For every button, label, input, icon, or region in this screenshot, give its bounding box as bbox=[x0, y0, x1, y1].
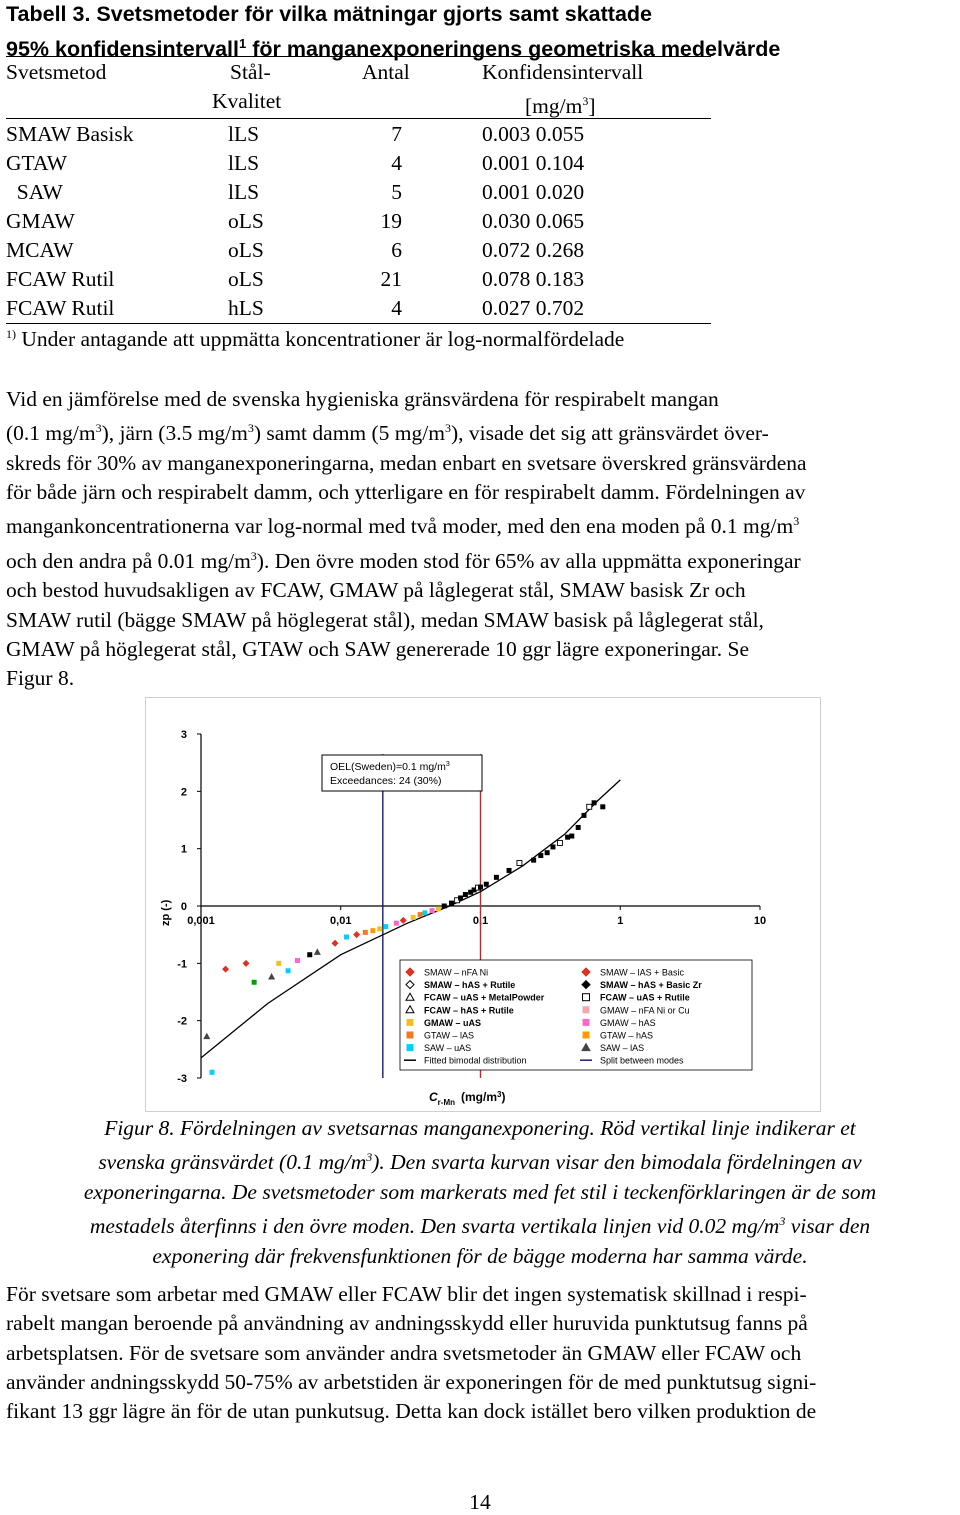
data-point bbox=[538, 853, 543, 858]
header-steel-1: Stål- bbox=[230, 60, 271, 84]
data-point bbox=[442, 904, 447, 909]
header-method: Svetsmetod bbox=[6, 60, 107, 84]
header-count: Antal bbox=[362, 60, 410, 84]
legend-square-marker bbox=[583, 994, 590, 1001]
cell-steel: hLS bbox=[228, 296, 264, 320]
legend-label: GMAW – nFA Ni or Cu bbox=[600, 1005, 690, 1016]
data-point bbox=[377, 926, 382, 931]
cell-count: 7 bbox=[391, 122, 402, 146]
legend-square-marker bbox=[583, 1019, 590, 1026]
table-bottom-rule bbox=[6, 323, 711, 324]
legend-square-marker bbox=[583, 1032, 590, 1039]
table-title-line-1: Tabell 3. Svetsmetoder för vilka mätningar gjorts samt skattade bbox=[6, 2, 653, 26]
data-point bbox=[344, 934, 349, 939]
cell-steel: lLS bbox=[228, 180, 260, 204]
oel-box-line-2: Exceedances: 24 (30%) bbox=[330, 775, 442, 787]
table-title-line-2: 95% konfidensintervall$^1$ för manganexponeringens geometriska medelvärde bbox=[6, 36, 781, 62]
y-tick-label: -1 bbox=[177, 958, 187, 971]
legend-label: Fitted bimodal distribution bbox=[424, 1055, 527, 1066]
cell-ci: 0.027 0.702 bbox=[482, 296, 585, 320]
data-point bbox=[569, 834, 574, 839]
legend-label: SAW – lAS bbox=[600, 1043, 645, 1054]
data-point bbox=[383, 924, 388, 929]
y-tick-label: -2 bbox=[177, 1015, 187, 1028]
cell-ci: 0.003 0.055 bbox=[482, 122, 585, 146]
data-point bbox=[592, 800, 597, 805]
data-point bbox=[550, 844, 555, 849]
cell-count: 6 bbox=[391, 238, 402, 262]
data-point bbox=[243, 960, 250, 967]
legend-square-marker bbox=[407, 1032, 414, 1039]
cell-method: FCAW Rutil bbox=[6, 296, 115, 320]
legend-square-marker bbox=[583, 1006, 590, 1013]
data-point bbox=[494, 875, 499, 880]
legend bbox=[400, 960, 752, 1070]
legend-label: FCAW – uAS + MetalPowder bbox=[424, 992, 545, 1003]
data-point bbox=[400, 917, 407, 924]
table-top-rule bbox=[6, 56, 711, 57]
data-point bbox=[353, 931, 360, 938]
cell-ci: 0.030 0.065 bbox=[482, 209, 585, 233]
data-point bbox=[463, 892, 468, 897]
data-point bbox=[276, 961, 281, 966]
data-point bbox=[458, 895, 463, 900]
data-point bbox=[517, 861, 522, 866]
data-point bbox=[531, 858, 536, 863]
cell-method: SMAW Basisk bbox=[6, 122, 134, 146]
oel-box-line-1: OEL(Sweden)=0.1 $mg/m^3$ bbox=[330, 761, 450, 773]
cell-count: 5 bbox=[391, 180, 402, 204]
oel-box bbox=[322, 755, 482, 791]
cell-ci: 0.001 0.020 bbox=[482, 180, 585, 204]
cell-ci: 0.072 0.268 bbox=[482, 238, 585, 262]
x-tick-label: 1 bbox=[617, 915, 624, 927]
legend-label: GTAW – lAS bbox=[424, 1030, 475, 1041]
cell-count: 4 bbox=[391, 151, 402, 175]
data-point bbox=[557, 840, 562, 845]
data-point bbox=[449, 901, 454, 906]
data-point bbox=[307, 952, 312, 957]
data-point bbox=[210, 1070, 215, 1075]
cell-count: 19 bbox=[380, 209, 402, 233]
data-point bbox=[222, 966, 229, 973]
data-point bbox=[332, 940, 339, 947]
y-tick-label: -3 bbox=[177, 1073, 187, 1085]
cell-steel: lLS bbox=[228, 122, 260, 146]
chart-svg bbox=[146, 698, 820, 1111]
legend-label: GMAW – uAS bbox=[424, 1017, 482, 1028]
data-point bbox=[576, 825, 581, 830]
cell-steel: lLS bbox=[228, 151, 260, 175]
table-footnote: $^{1)}$ Under antagande att uppmätta koncentrationer är log-normalfördelade bbox=[6, 327, 625, 352]
data-point bbox=[370, 928, 375, 933]
x-tick-label: 0,01 bbox=[330, 915, 352, 927]
legend-square-marker bbox=[407, 1044, 414, 1051]
cell-method: MCAW bbox=[6, 238, 74, 262]
legend-label: GTAW – hAS bbox=[600, 1030, 654, 1041]
legend-square-marker bbox=[407, 1019, 414, 1026]
legend-label: GMAW – hAS bbox=[600, 1017, 656, 1028]
data-point bbox=[203, 1033, 210, 1040]
table-header-rule bbox=[6, 118, 711, 119]
legend-label: FCAW – hAS + Rutile bbox=[424, 1005, 514, 1016]
legend-label: SMAW – nFA Ni bbox=[424, 967, 489, 978]
legend-label: Split between modes bbox=[600, 1055, 684, 1066]
data-point bbox=[422, 910, 427, 915]
header-ci-1: Konfidensintervall bbox=[482, 60, 644, 84]
cell-steel: oLS bbox=[228, 267, 264, 291]
data-point bbox=[252, 980, 257, 985]
data-point bbox=[363, 930, 368, 935]
y-tick-label: 0 bbox=[180, 901, 187, 913]
page-number: 14 bbox=[469, 1490, 491, 1514]
data-point bbox=[411, 915, 416, 920]
data-point bbox=[286, 968, 291, 973]
data-point bbox=[436, 906, 441, 911]
y-tick-label: 1 bbox=[180, 843, 187, 856]
x-tick-label: 0,001 bbox=[187, 915, 215, 927]
data-point bbox=[394, 921, 399, 926]
header-ci-2: $[mg/m^3]$ bbox=[525, 94, 596, 119]
table-title bbox=[6, 0, 780, 64]
figure-caption: Figur 8. Fördelningen av svetsarnas manganexponering. Röd vertikal linje indikerar et svenska gränsvärdet (0.1 $mg/m^3$). Den svarta kurvan visar den bimodala fördelningen av exponeringarna. De svetsmetoder som markerats med fet stil i teckenförklaringen är de som mestadels återfinns i den övre moden. Den svarta vertikala linjen vid 0.02 $mg/m^3$ visar den exponering där frekvensfunktionen för de bägge moderna har samma värde. bbox=[83, 1116, 877, 1268]
data-point bbox=[484, 882, 489, 887]
x-axis-label: $C_{r-Mn}$ $(mg/m^3)$ bbox=[429, 1090, 506, 1107]
data-point bbox=[295, 958, 300, 963]
cell-steel: oLS bbox=[228, 238, 264, 262]
paragraph-1: Vid en jämförelse med de svenska hygieniska gränsvärdena för respirabelt mangan (0.1 $mg/m^3$), järn (3.5 $mg/m^3$) samt damm (5 $mg/m^3$), visade det sig att gränsvärdet över- skreds för 30% av manganexponeringarna, medan enbart en svetsare överskred gränsvärdena för både järn och respirabelt damm, och ytterligare en för respirabelt damm. Fördelningen av mangankoncentrationerna var log-normal med två moder, med den ena moden på 0.1 $mg/m^3$ och den andra på 0.01 $mg/m^3$). Den övre moden stod för 65% av alla uppmätta exponeringar och bestod huvudsakligen av FCAW, GMAW på låglegerat stål, SMAW basisk Zr och SMAW rutil (bägge SMAW på höglegerat stål), medan SMAW basisk på låglegerat stål, GMAW på höglegerat stål, GTAW och SAW genererade 10 ggr lägre exponeringar. Se Figur 8. bbox=[6, 387, 807, 691]
x-tick-label: 0,1 bbox=[472, 915, 489, 927]
x-tick-label: 10 bbox=[753, 915, 767, 927]
cell-steel: oLS bbox=[228, 209, 264, 233]
data-point bbox=[314, 948, 321, 955]
legend-label: SMAW – hAS + Rutile bbox=[424, 980, 516, 991]
cell-count: 21 bbox=[380, 267, 402, 291]
cell-method: GTAW bbox=[6, 151, 68, 175]
data-point bbox=[507, 868, 512, 873]
legend-label: SMAW – hAS + Basic Zr bbox=[600, 980, 702, 991]
data-point bbox=[545, 850, 550, 855]
data-point bbox=[478, 885, 483, 890]
cell-ci: 0.001 0.104 bbox=[482, 151, 585, 175]
cell-method: GMAW bbox=[6, 209, 75, 233]
legend-label: SAW – uAS bbox=[424, 1043, 472, 1054]
legend-label: SMAW – lAS + Basic bbox=[600, 967, 684, 978]
data-point bbox=[600, 804, 605, 809]
y-axis-label: zp (-) bbox=[160, 899, 172, 926]
y-tick-label: 2 bbox=[180, 786, 187, 799]
cell-method: FCAW Rutil bbox=[6, 267, 115, 291]
data-point bbox=[581, 813, 586, 818]
data-point bbox=[268, 973, 275, 980]
legend-label: FCAW – uAS + Rutile bbox=[600, 992, 690, 1003]
data-point bbox=[587, 804, 592, 809]
cell-count: 4 bbox=[391, 296, 402, 320]
y-tick-label: 3 bbox=[180, 729, 187, 741]
paragraph-2: För svetsare som arbetar med GMAW eller FCAW blir det ingen systematisk skillnad i respi- rabelt mangan beroende på användning av andningsskydd eller huruvida punktutsug fanns på arbetsplatsen. För de svetsare som använder andra svetsmetoder än GMAW eller FCAW och använder andningsskydd 50-75% av arbetstiden är exponeringen för de med punktutsug signi- fikant 13 ggr lägre än för de utan punkutsug. Detta kan dock istället bero vilken produktion de bbox=[6, 1282, 817, 1424]
cell-method: SAW bbox=[6, 180, 63, 204]
data-point bbox=[418, 912, 423, 917]
header-steel-2: Kvalitet bbox=[212, 89, 282, 113]
cell-ci: 0.078 0.183 bbox=[482, 267, 585, 291]
data-point bbox=[430, 908, 435, 913]
figure-8 bbox=[145, 697, 821, 1112]
